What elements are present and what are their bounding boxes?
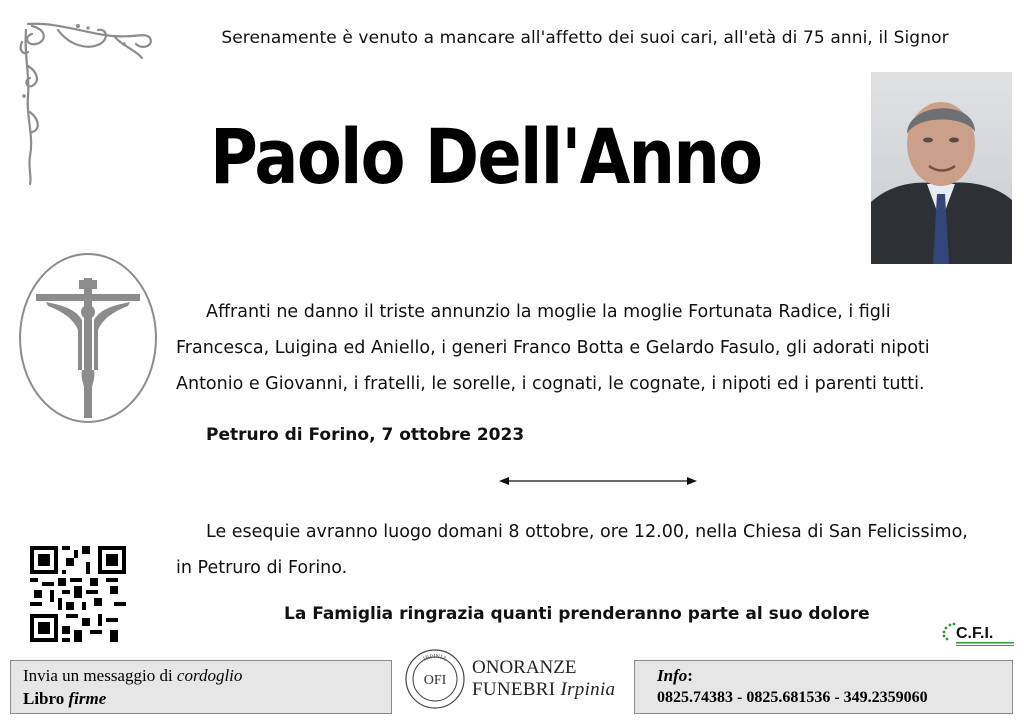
qr-code[interactable] <box>30 546 126 642</box>
double-arrow-divider <box>497 474 699 488</box>
guestbook-link[interactable]: Libro firme <box>23 689 107 708</box>
cfi-logo-text: C.F.I. <box>956 625 994 642</box>
intro-text: Serenamente è venuto a mancare all'affetto dei suoi cari, all'età di 75 anni, il Signor <box>221 28 949 48</box>
funeral-home-brand: ONORANZE FUNEBRI Irpinia <box>472 657 616 700</box>
message-box[interactable] <box>10 660 392 714</box>
funeral-paragraph <box>176 514 1014 586</box>
announcement-line: Antonio e Giovanni, i fratelli, le sorelle, i cognati, le cognate, i nipoti ed i parenti tutti. <box>176 374 925 394</box>
deceased-name: Paolo Dell'Anno <box>210 112 762 201</box>
crucifix-icon <box>16 250 160 425</box>
portrait-photo <box>871 72 1012 264</box>
funeral-line: Le esequie avranno luogo domani 8 ottobre, ore 12.00, nella Chiesa di San Felicissimo, <box>206 522 968 542</box>
svg-text:IRPINIA: IRPINIA <box>422 653 448 663</box>
thanks-text: La Famiglia ringrazia quanti prenderanno parte al suo dolore <box>284 604 870 624</box>
svg-text:OFI: OFI <box>423 673 447 688</box>
info-box: Info: 0825.74383 - 0825.681536 - 349.2359060 <box>634 660 1013 714</box>
funeral-home-logo-icon <box>404 648 466 710</box>
cfi-logo <box>940 618 1018 650</box>
place-date: Petruro di Forino, 7 ottobre 2023 <box>206 425 525 445</box>
phone-numbers[interactable]: 0825.74383 - 0825.681536 - 349.2359060 <box>657 689 928 706</box>
funeral-line: in Petruro di Forino. <box>176 558 348 578</box>
announcement-paragraph <box>176 294 1014 402</box>
corner-ornament-icon <box>18 16 158 186</box>
announcement-line: Affranti ne danno il triste annunzio la moglie la moglie Fortunata Radice, i figli <box>206 302 891 322</box>
send-condolence-link[interactable]: Invia un messaggio di cordoglio <box>23 666 243 685</box>
announcement-line: Francesca, Luigina ed Aniello, i generi Franco Botta e Gelardo Fasulo, gli adorati nipoti <box>176 338 930 358</box>
